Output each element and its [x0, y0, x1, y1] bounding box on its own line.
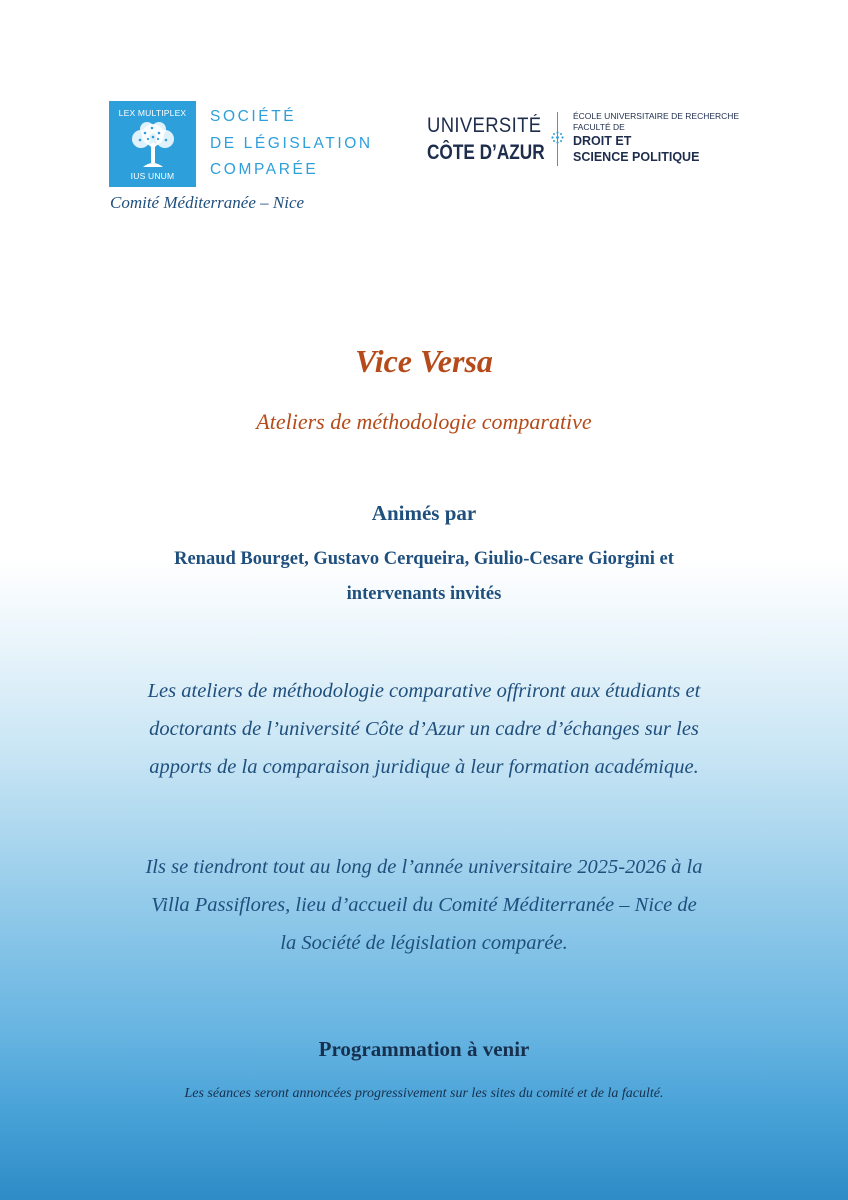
slc-motto-bottom: IUS UNUM — [130, 171, 175, 181]
uca-name-line2: CÔTE D’AZUR — [427, 141, 545, 164]
animes-label: Animés par — [371, 501, 477, 525]
footer-note: Les séances seront annoncées progressivement sur les sites du comité et de la faculté. — [184, 1086, 664, 1101]
programme-heading: Programmation à venir — [318, 1037, 530, 1061]
eur-line2: FACULTÉ DE — [573, 122, 625, 132]
faculty-name-line2: SCIENCE POLITIQUE — [573, 150, 700, 164]
facilitators-line1: Renaud Bourget, Gustavo Cerqueira, Giulio-Cesare Giorgini et — [174, 549, 674, 569]
slc-motto-top: LEX MULTIPLEX — [118, 108, 187, 118]
description-line: Les ateliers de méthodologie comparative offriront aux étudiants et — [147, 680, 701, 702]
venue-line: Ils se tiendront tout au long de l’année universitaire 2025-2026 à la — [145, 856, 703, 878]
description-line: doctorants de l’université Côte d’Azur un cadre d’échanges sur les — [149, 718, 699, 740]
slc-committee-name: Comité Méditerranée – Nice — [110, 193, 305, 212]
page-title: Vice Versa — [355, 343, 493, 379]
slc-name-line3: COMPARÉE — [210, 161, 319, 178]
slc-logo-box — [109, 101, 196, 187]
description-line: apports de la comparaison juridique à leur formation académique. — [149, 756, 699, 778]
tree-icon — [125, 119, 181, 171]
venue-line: la Société de législation comparée. — [280, 932, 568, 954]
faculty-name-line1: DROIT ET — [573, 134, 632, 148]
slc-name-line2: DE LÉGISLATION — [210, 135, 373, 152]
venue-line: Villa Passiflores, lieu d’accueil du Comité Méditerranée – Nice de — [151, 894, 697, 916]
eur-line1: ÉCOLE UNIVERSITAIRE DE RECHERCHE — [573, 111, 740, 121]
uca-name-line1: UNIVERSITÉ — [427, 114, 542, 137]
facilitators-line2: intervenants invités — [346, 584, 502, 604]
page-subtitle: Ateliers de méthodologie comparative — [256, 409, 592, 434]
slc-name-line1: SOCIÉTÉ — [210, 108, 297, 125]
star-dots-icon — [551, 131, 564, 144]
